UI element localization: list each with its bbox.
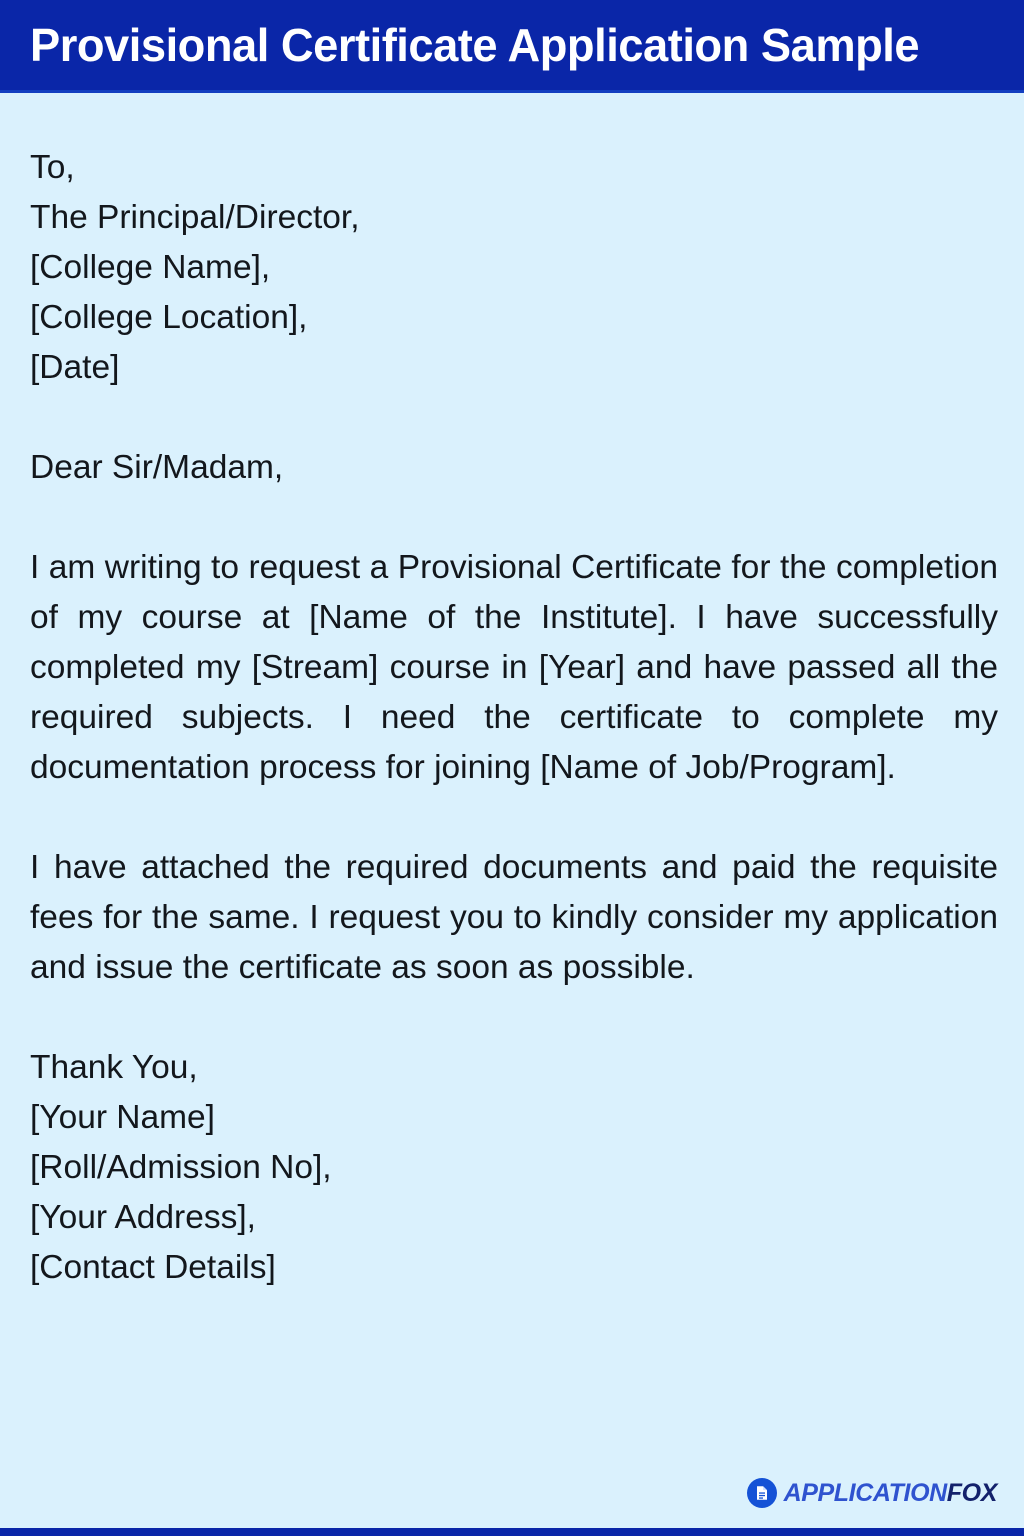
address-line: The Principal/Director,: [30, 199, 360, 236]
closing-line: Thank You,: [30, 1049, 198, 1086]
recipient-address-block: [30, 143, 998, 393]
address-line: To,: [30, 149, 75, 186]
brand-watermark: [747, 1478, 997, 1508]
salutation: Dear Sir/Madam,: [30, 449, 284, 486]
body-paragraph-1: I am writing to request a Provisional Certificate for the completion of my course at [Name of the Institute]. I have successfully completed my [Stream] course in [Year] and have passed all the required subjects. I need the certificate to complete my documentation process for joining [Name of Job/Program].: [30, 549, 998, 786]
closing-block: [30, 1043, 998, 1293]
letter-body: [0, 93, 1024, 1293]
brand-name-secondary: FOX: [946, 1478, 997, 1507]
block-spacer: [30, 393, 998, 443]
page-footer-bar: [0, 1528, 1024, 1536]
page-header: [0, 0, 1024, 93]
body-paragraph-2: I have attached the required documents and paid the requisite fees for the same. I request you to kindly consider my application and issue the certificate as soon as possible.: [30, 849, 998, 986]
closing-line: [Roll/Admission No],: [30, 1149, 332, 1186]
address-line: [College Name],: [30, 249, 271, 286]
closing-line: [Your Name]: [30, 1099, 215, 1136]
block-spacer: [30, 993, 998, 1043]
brand-name-primary: APPLICATION: [783, 1478, 947, 1507]
block-spacer: [30, 793, 998, 843]
page-title: Provisional Certificate Application Sample: [30, 19, 920, 71]
closing-line: [Contact Details]: [30, 1249, 276, 1286]
closing-line: [Your Address],: [30, 1199, 256, 1236]
address-line: [College Location],: [30, 299, 308, 336]
brand-name: [783, 1478, 997, 1507]
block-spacer: [30, 493, 998, 543]
address-line: [Date]: [30, 349, 120, 386]
document-page-icon: [747, 1478, 777, 1508]
